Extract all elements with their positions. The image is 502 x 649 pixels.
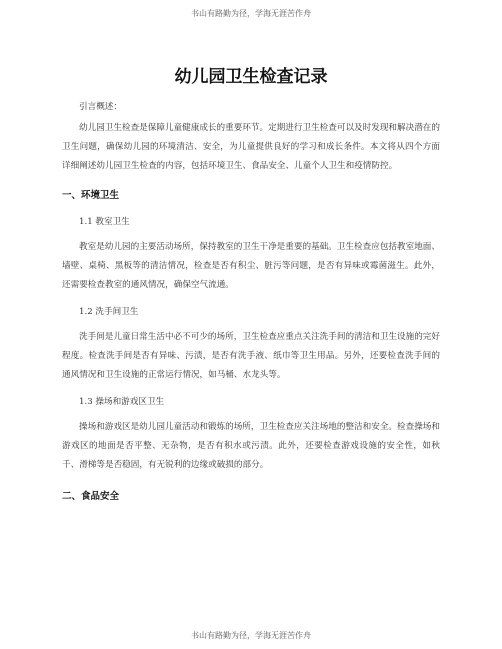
subsection-label-restroom: 1.2 洗手间卫生 xyxy=(79,307,139,317)
header-motto: 书山有路勤为径，学海无涯苦作舟 xyxy=(191,9,311,18)
intro-label: 引言概述： xyxy=(79,102,122,112)
subsection-paragraph-playground: 操场和游戏区是幼儿园儿童活动和锻炼的场所，卫生检查应关注场地的整洁和安全。检查操场和游戏区的地面是否平整、无杂物，是否有积水或污渍。此外，还要检查游戏设施的安全性，如秋千、滑梯等是否稳固，有无锐利的边缘或破损的部分。 xyxy=(62,422,440,470)
footer-motto: 书山有路勤为径，学海无涯苦作舟 xyxy=(191,631,311,640)
document-title: 幼儿园卫生检查记录 xyxy=(174,67,328,87)
document-body xyxy=(62,98,440,506)
subsection-paragraph-classroom: 教室是幼儿园的主要活动场所，保持教室的卫生干净是重要的基础。卫生检查应包括教室地面、墙壁、桌椅、黑板等的清洁情况，检查是否有积尘、脏污等问题，是否有异味或霉菌滋生。此外，还需要检查教室的通风情况，确保空气流通。 xyxy=(62,242,440,290)
subsection-label-classroom: 1.1 教室卫生 xyxy=(79,217,130,227)
section-heading-environment: 一、环境卫生 xyxy=(62,190,120,201)
subsection-paragraph-restroom: 洗手间是儿童日常生活中必不可少的场所，卫生检查应重点关注洗手间的清洁和卫生设施的完好程度。检查洗手间是否有异味、污渍，是否有洗手液、纸巾等卫生用品。另外，还要检查洗手间的通风情况和卫生设施的正常运行情况，如马桶、水龙头等。 xyxy=(62,332,440,380)
intro-paragraph: 幼儿园卫生检查是保障儿童健康成长的重要环节。定期进行卫生检查可以及时发现和解决潜在的卫生问题，确保幼儿园的环境清洁、安全，为儿童提供良好的学习和成长条件。本文将从四个方面详细阐述幼儿园卫生检查的内容，包括环境卫生、食品安全、儿童个人卫生和疫情防控。 xyxy=(62,123,440,171)
subsection-label-playground: 1.3 操场和游戏区卫生 xyxy=(79,397,165,407)
section-heading-food-safety: 二、食品安全 xyxy=(62,491,120,502)
